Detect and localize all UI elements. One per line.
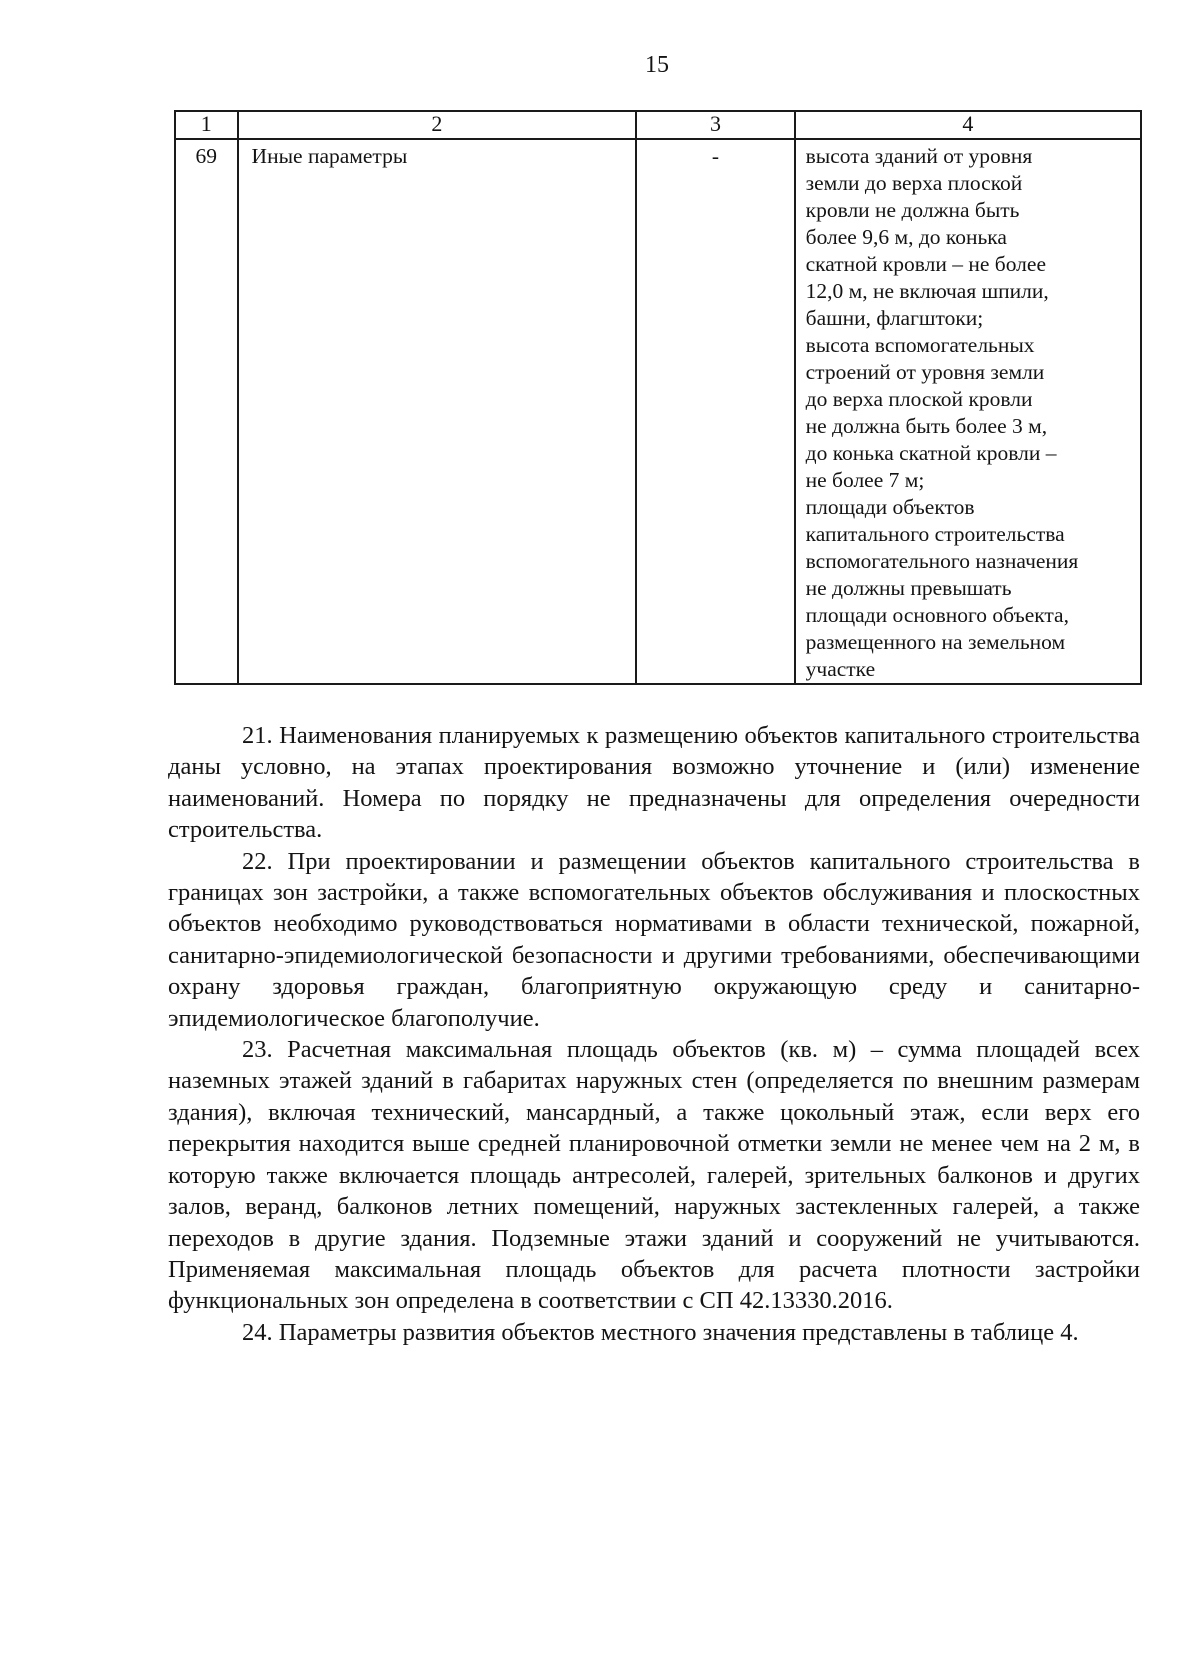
paragraph-22: 22. При проектировании и размещении объектов капитального строительства в границах зон застройки, а также вспомогательных объектов обслуживания и плоскостных объектов необходимо руководствоваться нормативами в области технической, пожарной, санитарно-эпидемиологической безопасности и другими требованиями, обеспечивающими охрану здоровья граждан, благоприятную окружающую среду и санитарно-эпидемиологическое благополучие. — [168, 847, 1140, 1032]
header-col-3: 3 — [636, 111, 794, 139]
value-line: не более 7 м; — [805, 468, 925, 492]
value-line: площади объектов — [805, 495, 975, 519]
row-number: 69 — [175, 139, 238, 684]
page-number: 15 — [645, 52, 669, 78]
value-line: до верха плоской кровли — [805, 387, 1033, 411]
value-line: башни, флагштоки; — [805, 306, 984, 330]
value-line: земли до верха плоской — [805, 171, 1023, 195]
paragraph-24: 24. Параметры развития объектов местного значения представлены в таблице 4. — [242, 1318, 1079, 1346]
value-line: площади основного объекта, — [805, 603, 1069, 627]
header-col-1: 1 — [175, 111, 238, 139]
value-line: скатной кровли – не более — [805, 252, 1046, 276]
value-line: капитального строительства — [805, 522, 1065, 546]
row-value — [795, 139, 1141, 684]
body-text — [168, 720, 1140, 1348]
value-line: вспомогательного назначения — [805, 549, 1079, 573]
value-line: участке — [805, 657, 876, 681]
row-parameter-name: Иные параметры — [238, 139, 637, 684]
value-line: высота вспомогательных — [805, 333, 1035, 357]
value-line: кровли не должна быть — [805, 198, 1020, 222]
header-col-2: 2 — [238, 111, 637, 139]
paragraph-23: 23. Расчетная максимальная площадь объектов (кв. м) – сумма площадей всех наземных этажей зданий в габаритах наружных стен (определяется по внешним размерам здания), включая технический, мансардный, а также цокольный этаж, если верх его перекрытия находится выше средней планировочной отметки земли не менее чем на 2 м, в которую также включается площадь антресолей, галерей, зрительных балконов и других залов, веранд, балконов летних помещений, наружных застекленных галерей, а также переходов в другие здания. Подземные этажи зданий и сооружений не учитываются. Применяемая максимальная площадь объектов для расчета плотности застройки функциональных зон определена в соответствии с СП 42.13330.2016. — [168, 1036, 1140, 1315]
parameters-table — [174, 110, 1142, 685]
value-line: не должны превышать — [805, 576, 1012, 600]
value-line: до конька скатной кровли – — [805, 441, 1057, 465]
value-line: не должна быть более 3 м, — [805, 414, 1048, 438]
table-header-row — [175, 111, 1141, 139]
table-row — [175, 139, 1141, 684]
value-line: 12,0 м, не включая шпили, — [805, 279, 1049, 303]
header-col-4: 4 — [795, 111, 1141, 139]
value-line: высота зданий от уровня — [805, 144, 1033, 168]
value-line: строений от уровня земли — [805, 360, 1045, 384]
row-unit: - — [636, 139, 794, 684]
paragraph-21: 21. Наименования планируемых к размещению объектов капитального строительства даны условно, на этапах проектирования возможно уточнение и (или) изменение наименований. Номера по порядку не предназначены для определения очередности строительства. — [168, 722, 1140, 844]
value-line: размещенного на земельном — [805, 630, 1066, 654]
value-line: более 9,6 м, до конька — [805, 225, 1007, 249]
